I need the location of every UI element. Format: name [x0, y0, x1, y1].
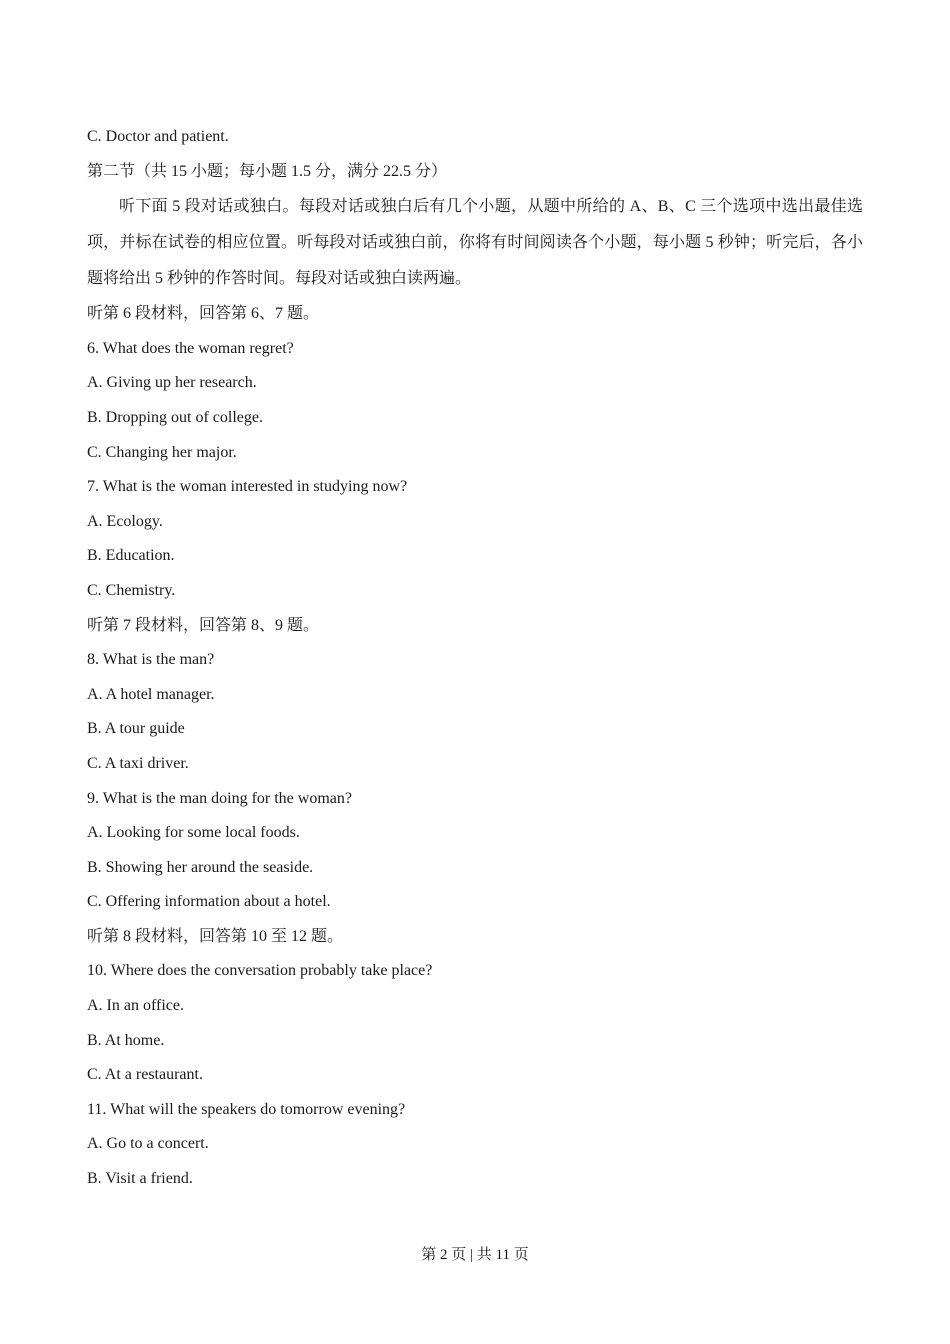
option-line: C. At a restaurant.	[87, 1066, 203, 1084]
option-line: C. Offering information about a hotel.	[87, 893, 331, 911]
option-line: A. Ecology.	[87, 512, 163, 530]
option-line: A. In an office.	[87, 997, 184, 1015]
option-line: C. Changing her major.	[87, 443, 237, 461]
material-heading: 听第 8 段材料，回答第 10 至 12 题。	[87, 927, 344, 945]
option-line: A. Looking for some local foods.	[87, 824, 300, 842]
option-line: A. Giving up her research.	[87, 374, 257, 392]
option-line: B. At home.	[87, 1031, 165, 1049]
page-content	[87, 120, 863, 1197]
page-footer: 第 2 页 | 共 11 页	[421, 1247, 529, 1263]
option-line: B. Visit a friend.	[87, 1170, 193, 1188]
question-8: 8. What is the man?	[87, 651, 215, 669]
option-line: A. Go to a concert.	[87, 1135, 209, 1153]
option-line: C. Chemistry.	[87, 581, 176, 599]
material-heading: 听第 6 段材料，回答第 6、7 题。	[87, 305, 320, 323]
option-line: C. A taxi driver.	[87, 754, 189, 772]
question-10: 10. Where does the conversation probably take place?	[87, 962, 433, 980]
question-9: 9. What is the man doing for the woman?	[87, 789, 352, 807]
section-instructions: 听下面 5 段对话或独白。每段对话或独白后有几个小题，从题中所给的 A、B、C 三个选项中选出最佳选项，并标在试卷的相应位置。听每段对话或独白前，你将有时间阅读各个小题，每小题 5 秒钟；听完后，各小题将给出 5 秒钟的作答时间。每段对话或独白读两遍。	[87, 198, 863, 288]
option-line: B. A tour guide	[87, 720, 185, 738]
question-7: 7. What is the woman interested in studying now?	[87, 478, 408, 496]
question-6: 6. What does the woman regret?	[87, 339, 294, 357]
option-line: A. A hotel manager.	[87, 685, 215, 703]
option-line: B. Education.	[87, 547, 175, 565]
option-line: B. Showing her around the seaside.	[87, 858, 314, 876]
option-line: C. Doctor and patient.	[87, 128, 229, 145]
section-heading: 第二节（共 15 小题；每小题 1.5 分，满分 22.5 分）	[87, 162, 448, 180]
option-line: B. Dropping out of college.	[87, 408, 263, 426]
question-11: 11. What will the speakers do tomorrow evening?	[87, 1100, 406, 1118]
material-heading: 听第 7 段材料，回答第 8、9 题。	[87, 616, 320, 634]
